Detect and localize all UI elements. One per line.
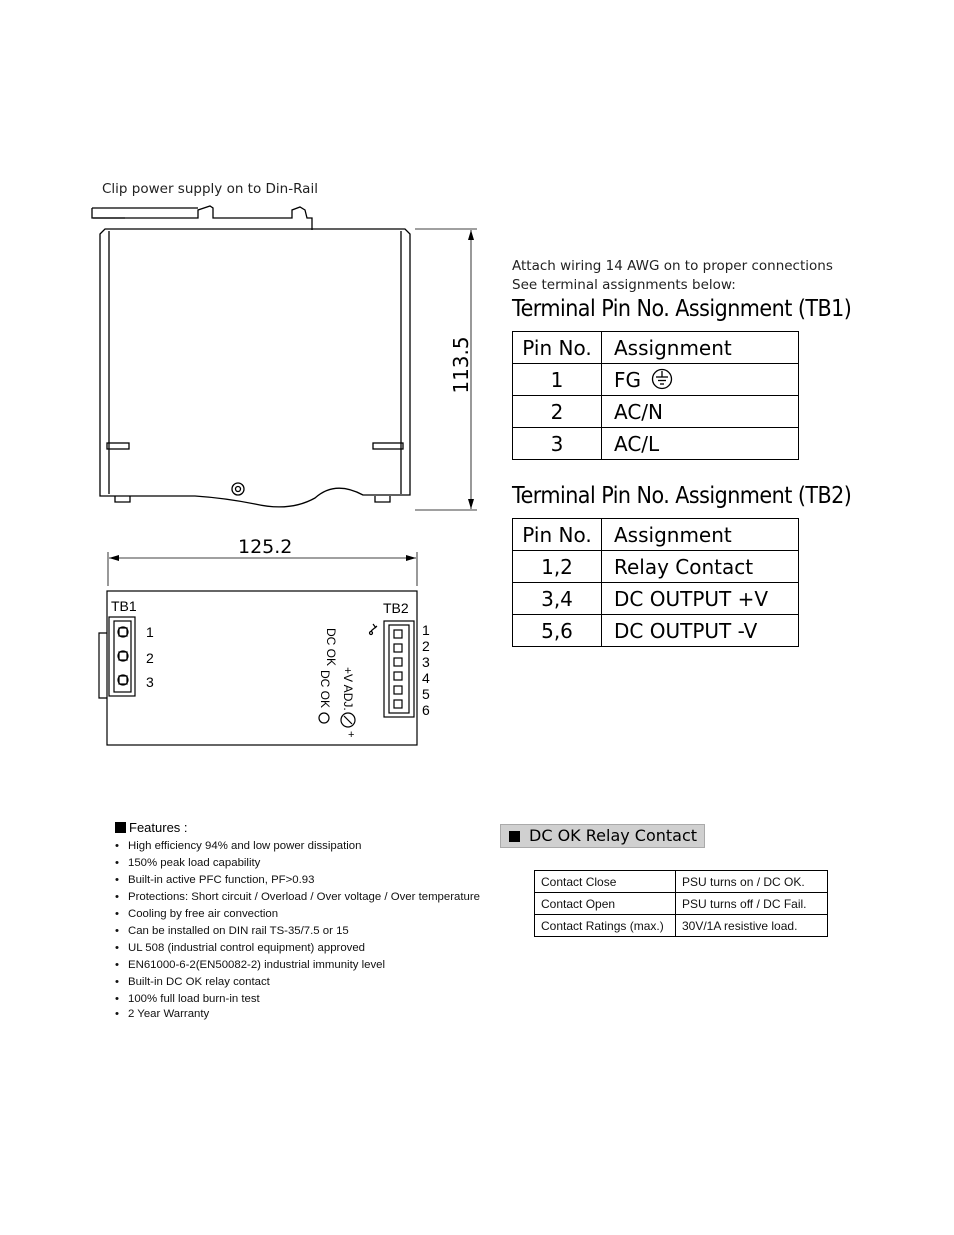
tb2-pin-1: 1 [422, 622, 430, 638]
clip-caption: Clip power supply on to Din-Rail [102, 181, 318, 197]
feature-text: Built-in active PFC function, PF>0.93 [128, 874, 315, 886]
feature-item: • High efficiency 94% and low power dissipation [115, 840, 362, 852]
table-row [513, 519, 799, 551]
table-row [513, 332, 799, 364]
table-cell: 3,4 [513, 583, 602, 615]
table-cell: 3 [513, 428, 602, 460]
table-cell: AC/L [602, 428, 799, 460]
table-row [513, 364, 799, 396]
table-cell: Contact Ratings (max.) [535, 915, 676, 937]
table-cell: 1 [513, 364, 602, 396]
tb2-pin-5: 5 [422, 686, 430, 702]
feature-item: • Cooling by free air convection [115, 908, 279, 920]
table-cell: 2 [513, 396, 602, 428]
table-row [513, 428, 799, 460]
width-dimension-line [100, 550, 430, 590]
tb1-pin-2: 2 [146, 650, 154, 666]
table-row [513, 583, 799, 615]
table-cell: 1,2 [513, 551, 602, 583]
table-row [535, 871, 828, 893]
features-title-text: Features : [129, 820, 188, 835]
feature-item: • 100% full load burn-in test [115, 993, 260, 1005]
feature-item: • UL 508 (industrial control equipment) approved [115, 942, 366, 954]
relay-title-bar [500, 824, 705, 848]
feature-item: • Can be installed on DIN rail TS-35/7.5 or 15 [115, 925, 349, 937]
table-cell [602, 364, 799, 396]
tb2-pin-3: 3 [422, 654, 430, 670]
table-row [513, 615, 799, 647]
feature-text: 150% peak load capability [128, 857, 261, 869]
feature-text: High efficiency 94% and low power dissipation [128, 840, 362, 852]
feature-text: 2 Year Warranty [128, 1008, 210, 1020]
table-cell: PSU turns on / DC OK. [676, 871, 828, 893]
tb1-table [512, 331, 799, 460]
table-cell: Relay Contact [602, 551, 799, 583]
dcok-relay-label: DC OK [324, 628, 338, 667]
feature-item: • Built-in active PFC function, PF>0.93 [115, 874, 315, 886]
features-title [115, 820, 188, 835]
table-header-cell: Pin No. [513, 519, 602, 551]
square-bullet-icon [115, 822, 126, 833]
table-cell: Contact Open [535, 893, 676, 915]
tb1-pin-1: 1 [146, 624, 154, 640]
dcok-led-label: DC OK [318, 670, 332, 709]
side-view-drawing [85, 200, 485, 520]
table-header-cell: Assignment [602, 332, 799, 364]
wiring-note-2: See terminal assignments below: [512, 277, 736, 293]
table-header-cell: Pin No. [513, 332, 602, 364]
table-cell: Contact Close [535, 871, 676, 893]
feature-text: Cooling by free air convection [128, 908, 279, 920]
tb1-pin-3: 3 [146, 674, 154, 690]
feature-text: EN61000-6-2(EN50082-2) industrial immunity level [128, 959, 386, 971]
feature-item: • 2 Year Warranty [115, 1008, 210, 1020]
height-dimension: 113.5 [449, 336, 473, 394]
tb2-table [512, 518, 799, 647]
table-cell: DC OUTPUT -V [602, 615, 799, 647]
plus-sign: + [348, 729, 355, 741]
feature-text: 100% full load burn-in test [128, 993, 260, 1005]
table-cell: DC OUTPUT +V [602, 583, 799, 615]
table-cell: 5,6 [513, 615, 602, 647]
feature-text: Built-in DC OK relay contact [128, 976, 270, 988]
wiring-note-1: Attach wiring 14 AWG on to proper connections [512, 258, 833, 274]
relay-title: DC OK Relay Contact [529, 826, 698, 845]
feature-item: • Protections: Short circuit / Overload / Over voltage / Over temperature [115, 891, 480, 903]
tb2-label: TB2 [383, 600, 409, 616]
feature-text: Can be installed on DIN rail TS-35/7.5 or 15 [128, 925, 349, 937]
table-row [513, 551, 799, 583]
tb2-table-title: Terminal Pin No. Assignment (TB2) [512, 483, 852, 509]
tb2-pin-4: 4 [422, 670, 430, 686]
width-dimension: 125.2 [238, 536, 293, 558]
tb2-pin-2: 2 [422, 638, 430, 654]
ground-icon [651, 368, 673, 390]
feature-item: • Built-in DC OK relay contact [115, 976, 270, 988]
tb2-pin-6: 6 [422, 702, 430, 718]
table-cell: AC/N [602, 396, 799, 428]
table-row [513, 396, 799, 428]
tb1-table-title: Terminal Pin No. Assignment (TB1) [512, 296, 852, 322]
feature-text: Protections: Short circuit / Overload / Over voltage / Over temperature [128, 891, 480, 903]
feature-item: • 150% peak load capability [115, 857, 261, 869]
table-row [535, 915, 828, 937]
relay-table [534, 870, 828, 937]
feature-item: • EN61000-6-2(EN50082-2) industrial immunity level [115, 959, 386, 971]
table-header-cell: Assignment [602, 519, 799, 551]
table-cell-text: FG [614, 367, 642, 392]
tb1-label: TB1 [111, 598, 137, 614]
square-bullet-icon [509, 831, 520, 842]
feature-text: UL 508 (industrial control equipment) approved [128, 942, 366, 954]
table-cell: 30V/1A resistive load. [676, 915, 828, 937]
table-cell: PSU turns off / DC Fail. [676, 893, 828, 915]
adj-label: +V ADJ. [341, 667, 355, 711]
table-row [535, 893, 828, 915]
